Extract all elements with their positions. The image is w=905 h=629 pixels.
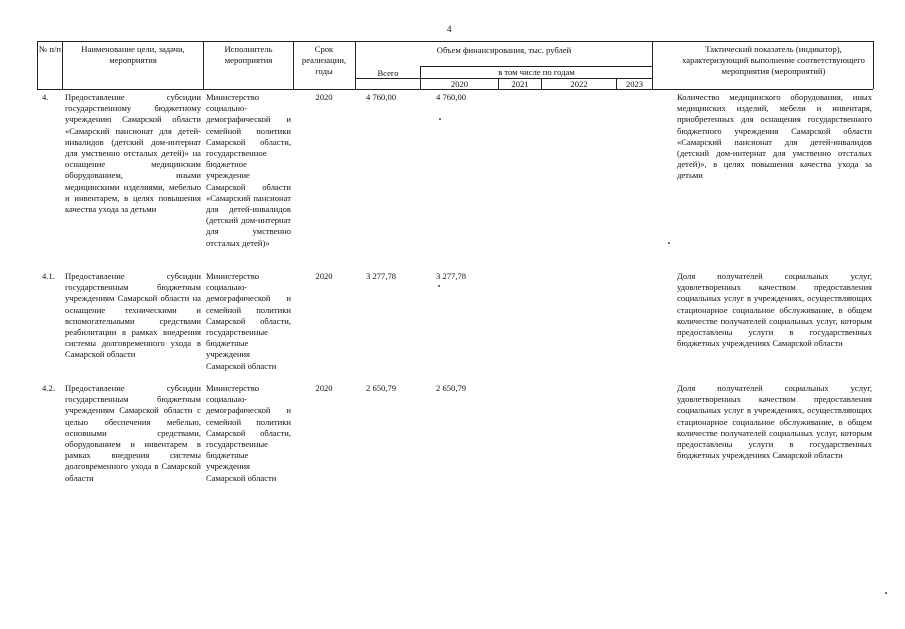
page-number: 4 [447, 24, 452, 34]
row-indicator: Доля получателей социальных услуг, удовлетворенных качеством предоставления социальных услуг в учреждениях, осуществляющих стационарное социальное обслуживание, в общем количестве получателей социальных услуг, которым предоставлены услуги в государственных бюджетных учреждениях Самарской области [677, 271, 872, 349]
row-total: 3 277,78 [366, 271, 397, 281]
row-term: 2020 [315, 92, 333, 102]
header-year-2021: 2021 [511, 79, 529, 89]
row-name: Предоставление субсидии государственным бюджетным учреждениям Самарской области с целью обеспечения мебелью, основными средствами, оборудованием и инвентарем в рамках внедрения системы долговременного ухода в Самарской области [65, 383, 201, 483]
header-name: Наименование цели, задачи, мероприятия [81, 44, 185, 66]
row-number: 4.2. [42, 383, 55, 393]
header-right-border [873, 41, 874, 89]
header-indicator: Тактический показатель (индикатор), характеризующий выполнение соответствующего мероприятия (мероприятий) [682, 44, 865, 77]
scan-speck [438, 285, 440, 287]
scan-speck [885, 592, 887, 594]
header-sep-name-exec [203, 41, 204, 89]
header-num: № п/п [39, 44, 61, 54]
scan-speck [439, 118, 441, 120]
row-name: Предоставление субсидии государственному бюджетному учреждению Самарской области «Самарский пансионат для детей-инвалидов (детский дом-интернат для умственно отсталых детей)» на оснащение медицинским оборудованием, иными медицинскими изделиями, мебелью и инвентарем, в целях повышения качества ухода за детьми [65, 92, 201, 215]
row-indicator: Количество медицинского оборудования, иных медицинских изделий, мебели и инвентаря, приобретенных для оснащения государственного бюджетного учреждения Самарской области «Самарский пансионат для детей-инвалидов (детский дом-интернат для умственно отсталых детей)», в целях повышения качества ухода за детьми [677, 92, 872, 181]
scan-speck [668, 242, 670, 244]
row-executor: Министерство социально-демографической и семейной политики Самарской области, государственные бюджетные учреждения Самарской области [206, 271, 291, 371]
header-funding: Объем финансирования, тыс. рублей [436, 45, 572, 55]
row-term: 2020 [315, 383, 333, 393]
table-top-border [37, 41, 873, 42]
header-year-2022: 2022 [570, 79, 588, 89]
row-executor: Министерство социально-демографической и семейной политики Самарской области, государственное бюджетное учреждение Самарской области «Самарский пансионат для детей-инвалидов (детский дом-интернат для умственно отсталых детей)» [206, 92, 291, 248]
row-2020: 2 650,79 [436, 383, 467, 393]
row-indicator: Доля получателей социальных услуг, удовлетворенных качеством предоставления социальных услуг в учреждениях, осуществляющих стационарное социальное обслуживание, в общем количестве получателей социальных услуг, которым предоставлены услуги в государственных бюджетных учреждениях Самарской области [677, 383, 872, 461]
header-year-2020: 2020 [450, 79, 469, 89]
row-executor: Министерство социально-демографической и семейной политики Самарской области, государственные бюджетные учреждения Самарской области [206, 383, 291, 483]
row-number: 4. [42, 92, 49, 102]
header-executor: Исполнитель мероприятия [224, 44, 273, 66]
header-sep-num-name [62, 41, 63, 89]
header-sep-funding-indicator [652, 41, 653, 89]
row-2020: 4 760,00 [436, 92, 467, 102]
header-sep-exec-term [293, 41, 294, 89]
row-number: 4.1. [42, 271, 55, 281]
row-total: 2 650,79 [366, 383, 397, 393]
header-year-2023: 2023 [625, 79, 644, 89]
header-term: Срок реализации, годы [301, 44, 347, 77]
row-2020: 3 277,78 [436, 271, 467, 281]
header-by-years: в том числе по годам [498, 67, 575, 77]
row-term: 2020 [315, 271, 333, 281]
header-total: Всего [377, 68, 399, 78]
row-name: Предоставление субсидии государственным бюджетным учреждениям Самарской области на оснащение техническими и вспомогательными средствами реабилитации в рамках внедрения системы долговременного ухода в Самарской области [65, 271, 201, 360]
row-total: 4 760,00 [366, 92, 397, 102]
